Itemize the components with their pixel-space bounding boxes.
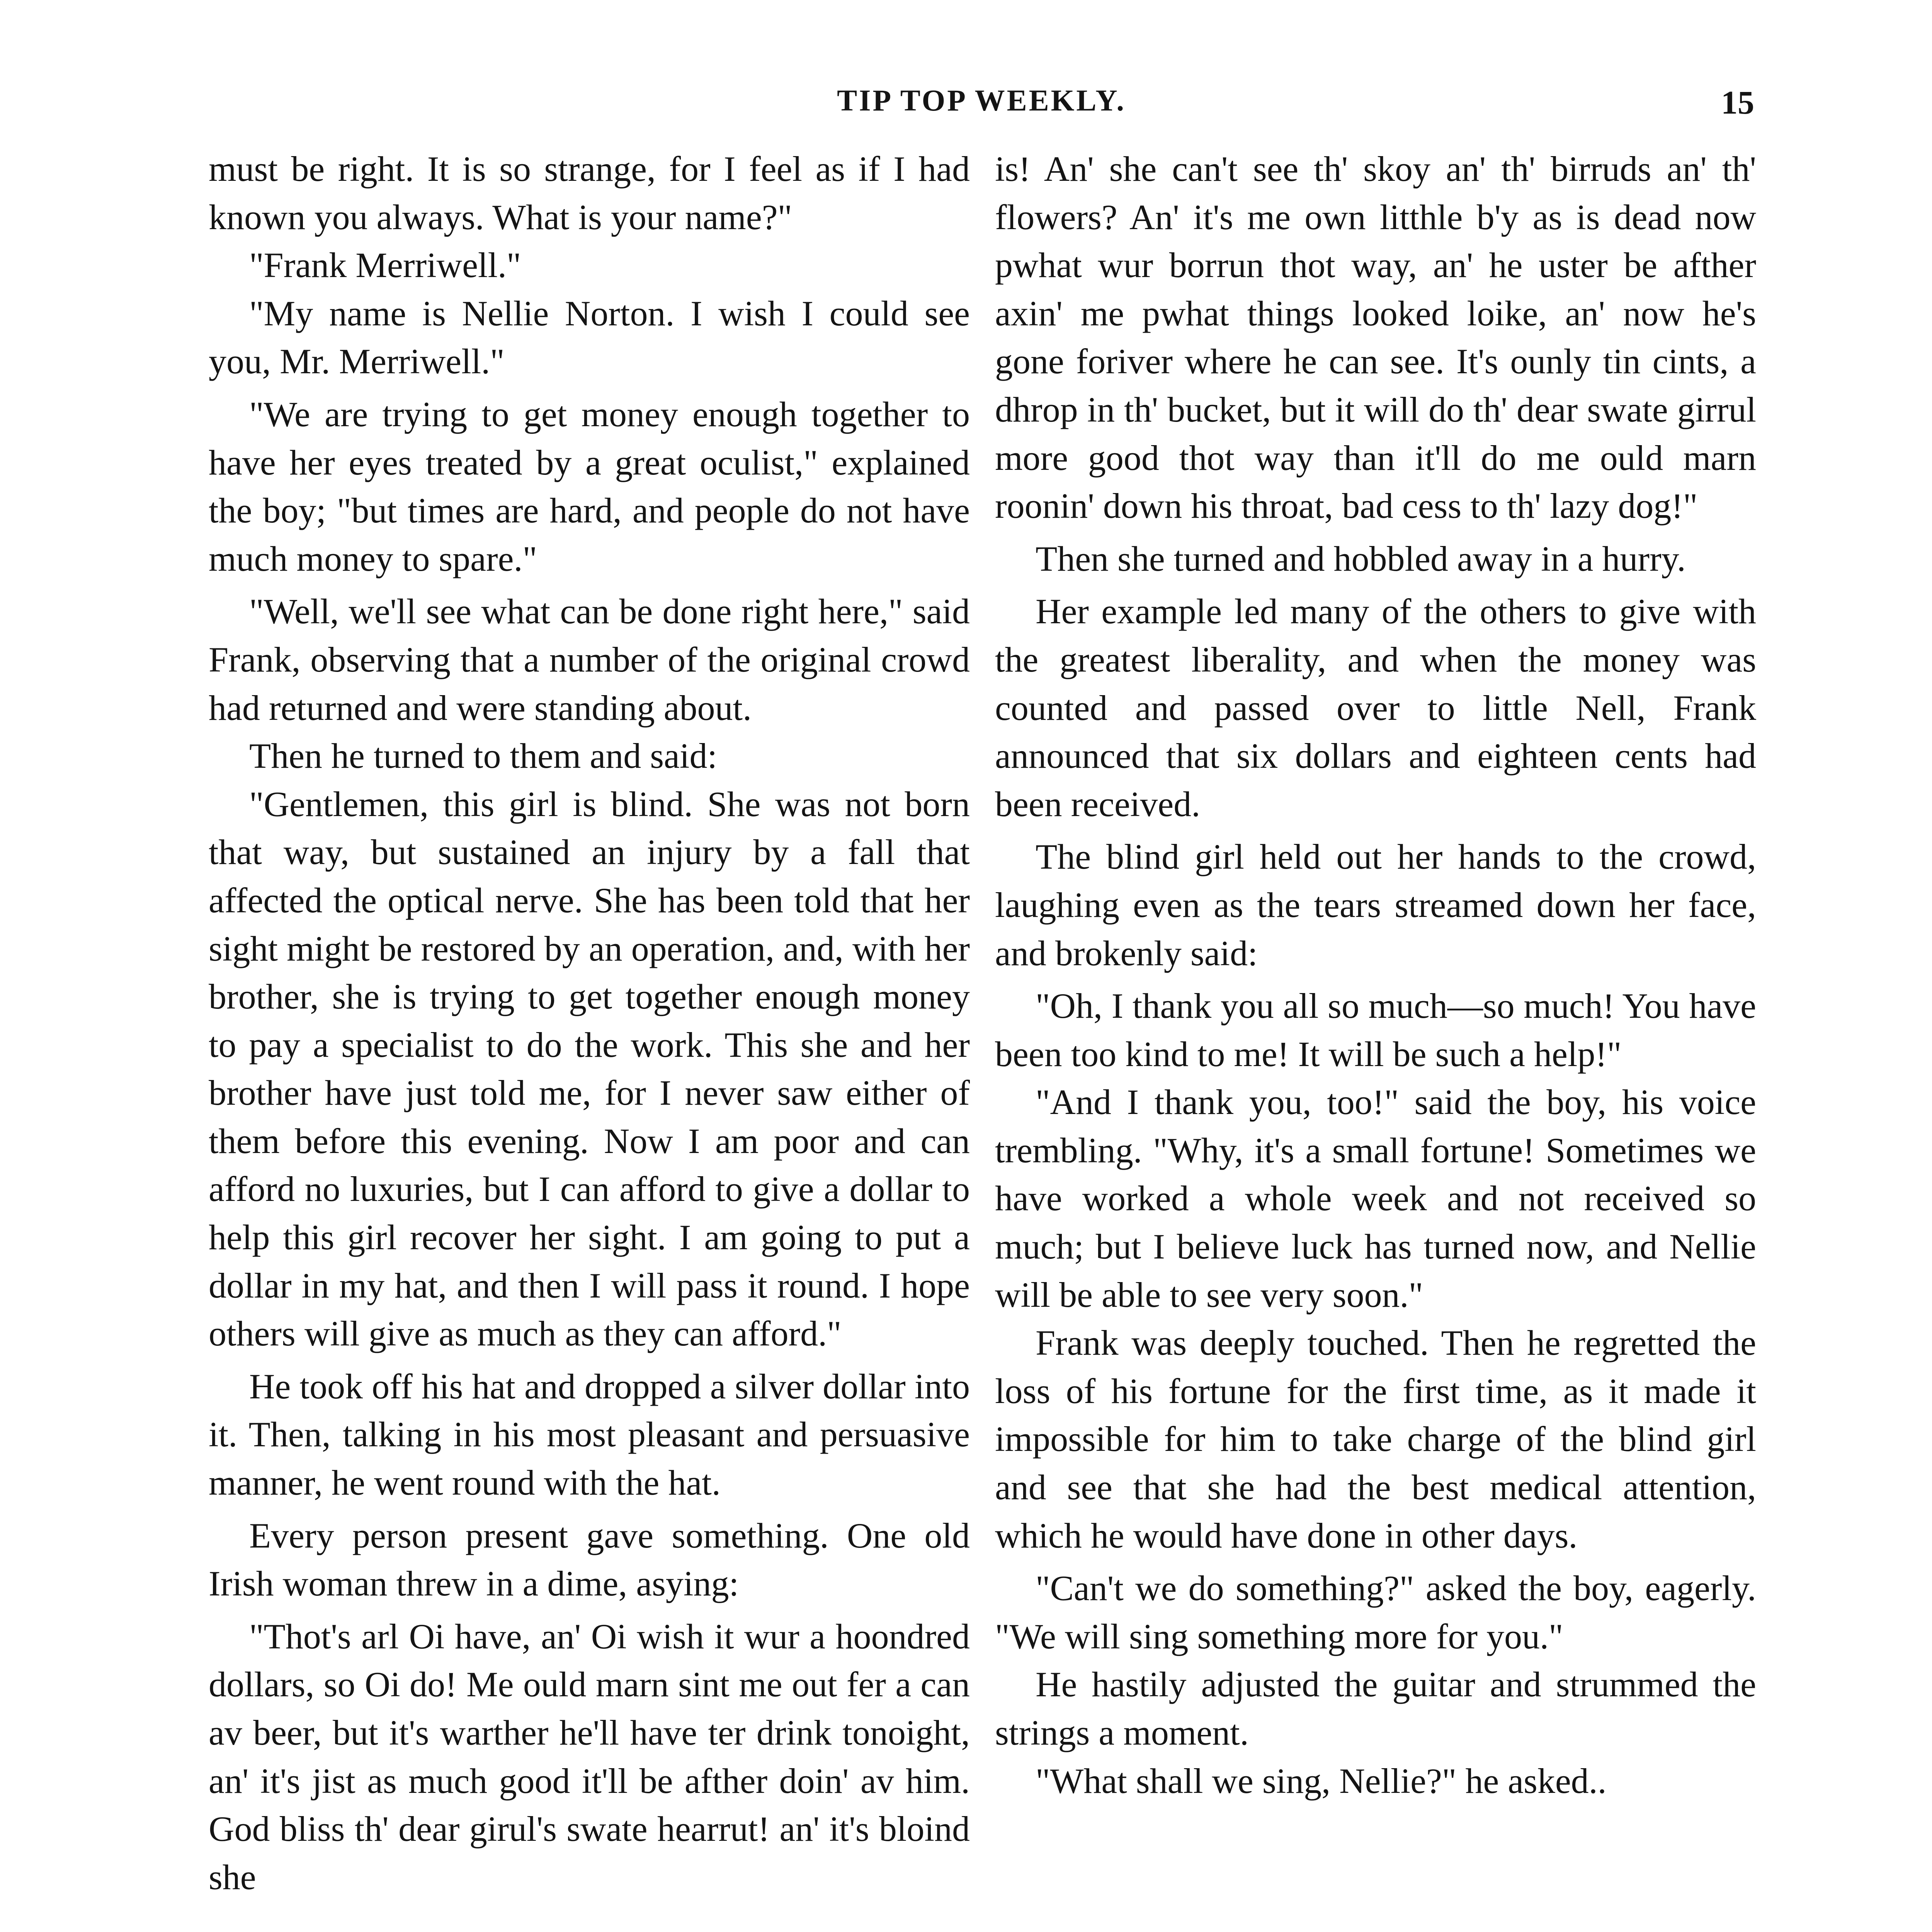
paragraph: He hastily adjusted the guitar and strummed the strings a moment. <box>995 1665 1756 1752</box>
paragraph: "My name is Nellie Norton. I wish I could see you, Mr. Merriwell." <box>209 293 970 381</box>
paragraph: "Frank Merriwell." <box>249 245 521 285</box>
magazine-title: TIP TOP WEEKLY. <box>837 83 1126 117</box>
paragraph: Then he turned to them and said: <box>249 736 718 776</box>
paragraph: "Gentlemen, this girl is blind. She was not born that way, but sustained an injury by a fall that affected the optical nerve. She has been told that her sight might be restored by an operation, and, with her brother, she is trying to get together enough money to pay a specialist to do the work. This she and her brother have just told me, for I never saw either of them before this evening. Now I am poor and can afford no luxuries, but I can afford to give a dollar to help this girl recover her sight. I am going to put a dollar in my hat, and then I will pass it round. I hope others will give as much as they can afford." <box>209 784 970 1354</box>
paragraph: The blind girl held out her hands to the crowd, laughing even as the tears streamed down her face, and brokenly said: <box>995 837 1756 973</box>
paragraph: Then she turned and hobbled away in a hurry. <box>1036 539 1686 578</box>
paragraph: "Can't we do something?" asked the boy, eagerly. "We will sing something more for you." <box>995 1568 1756 1656</box>
paragraph: Her example led many of the others to give with the greatest liberality, and when the money was counted and passed over to little Nell, Frank announced that six dollars and eighteen cents had been received. <box>995 592 1756 824</box>
paragraph: Frank was deeply touched. Then he regretted the loss of his fortune for the first time, as it made it impossible for him to take charge of the blind girl and see that she had the best medical attention, which he would have done in other days. <box>995 1323 1756 1555</box>
page-number: 15 <box>1721 84 1754 121</box>
paragraph: "We are trying to get money enough together to have her eyes treated by a great oculist," explained the boy; "but times are hard, and people do not have much money to spare." <box>209 394 970 578</box>
paragraph: "Well, we'll see what can be done right here," said Frank, observing that a number of the original crowd had returned and were standing about. <box>209 592 970 728</box>
paragraph: "Oh, I thank you all so much—so much! You have been too kind to me! It will be such a help!" <box>995 986 1756 1074</box>
running-header <box>209 83 1754 133</box>
paragraph: "And I thank you, too!" said the boy, his voice trembling. "Why, it's a small fortune! Sometimes we have worked a whole week and not received so much; but I believe luck has turned now, and Nellie will be able to see very soon." <box>995 1082 1756 1315</box>
paragraph: "Thot's arl Oi have, an' Oi wish it wur a hoondred dollars, so Oi do! Me ould marn sint me out fer a can av beer, but it's warther he'll have ter drink tonoight, an' it's jist as much good it'll be afther doin' av him. God bliss th' dear girul's swate hearrut! an' it's bloind she <box>209 1616 970 1897</box>
paragraph: must be right. It is so strange, for I feel as if I had known you always. What is your name?" <box>209 149 970 237</box>
paragraph: Every person present gave something. One old Irish woman threw in a dime, asying: <box>209 1515 970 1604</box>
right-column <box>995 145 1756 1810</box>
paragraph: is! An' she can't see th' skoy an' th' birruds an' th' flowers? An' it's me own litthle b'y as is dead now pwhat wur borrun thot way, an' he uster be afther axin' me pwhat things looked loike, an' now he's gone foriver where he can see. It's ounly tin cints, a dhrop in th' bucket, but it will do th' dear swate girrul more good thot way than it'll do me ould marn roonin' down his throat, bad cess to th' lazy dog!" <box>995 149 1756 526</box>
paragraph: He took off his hat and dropped a silver dollar into it. Then, talking in his most pleasant and persuasive manner, he went round with the hat. <box>209 1366 970 1503</box>
left-column <box>209 145 970 1906</box>
paragraph: "What shall we sing, Nellie?" he asked.. <box>1036 1761 1607 1801</box>
